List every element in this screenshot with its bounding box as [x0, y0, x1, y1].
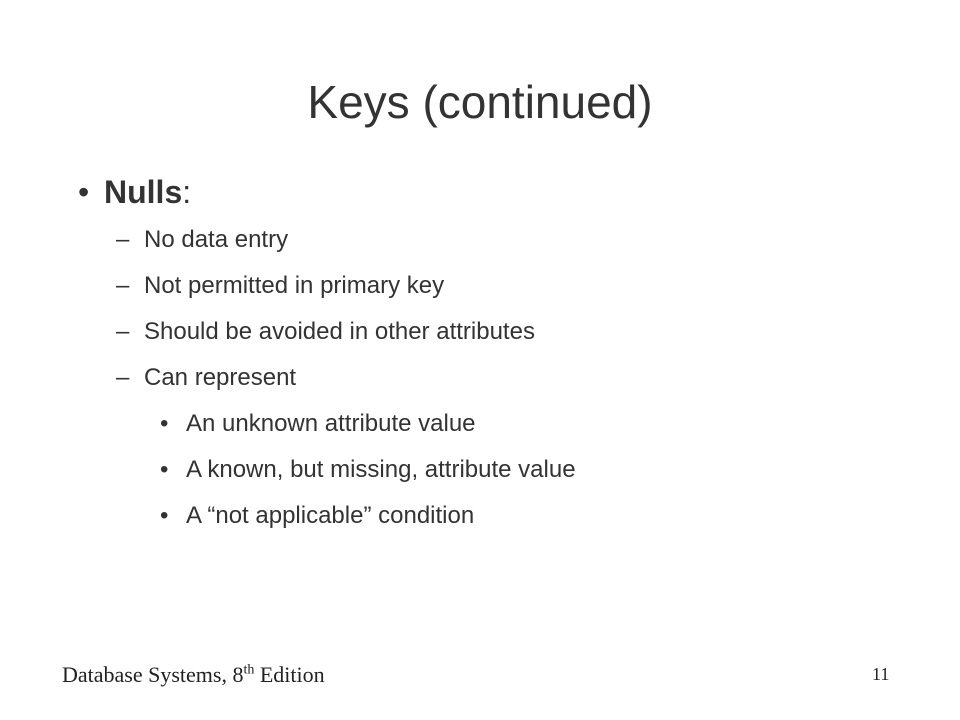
list-item-text: Should be avoided in other attributes: [144, 318, 535, 345]
footer-book-prefix: Database Systems, 8: [62, 662, 244, 687]
list-item: [116, 224, 288, 256]
dash-marker: –: [116, 272, 130, 299]
page-number: 11: [872, 664, 890, 684]
list-item: [160, 408, 476, 440]
list-item: [116, 316, 535, 348]
footer-book-sup: th: [243, 662, 255, 678]
list-item-text: A known, but missing, attribute value: [186, 456, 576, 483]
list-item-text: Not permitted in primary key: [144, 272, 445, 299]
main-bullet: [78, 170, 191, 214]
bullet-marker: •: [160, 502, 169, 529]
list-item: [116, 362, 296, 394]
footer-book-title: [62, 662, 325, 688]
main-bullet-suffix: :: [182, 174, 192, 210]
bullet-marker: •: [160, 410, 169, 437]
list-item: [160, 454, 576, 486]
dash-marker: –: [116, 318, 130, 345]
slide-title: Keys (continued): [307, 76, 653, 128]
list-item-text: A “not applicable” condition: [186, 502, 475, 529]
list-item-text: No data entry: [144, 226, 289, 253]
main-bullet-term: Nulls: [104, 174, 183, 210]
footer-book-suffix: Edition: [254, 662, 325, 687]
list-item: [160, 500, 474, 532]
list-item-text: An unknown attribute value: [186, 410, 476, 437]
dash-marker: –: [116, 226, 130, 253]
bullet-marker: •: [160, 456, 169, 483]
list-item-text: Can represent: [144, 364, 297, 391]
dash-marker: –: [116, 364, 130, 391]
bullet-marker: •: [78, 174, 90, 210]
list-item: [116, 270, 444, 302]
